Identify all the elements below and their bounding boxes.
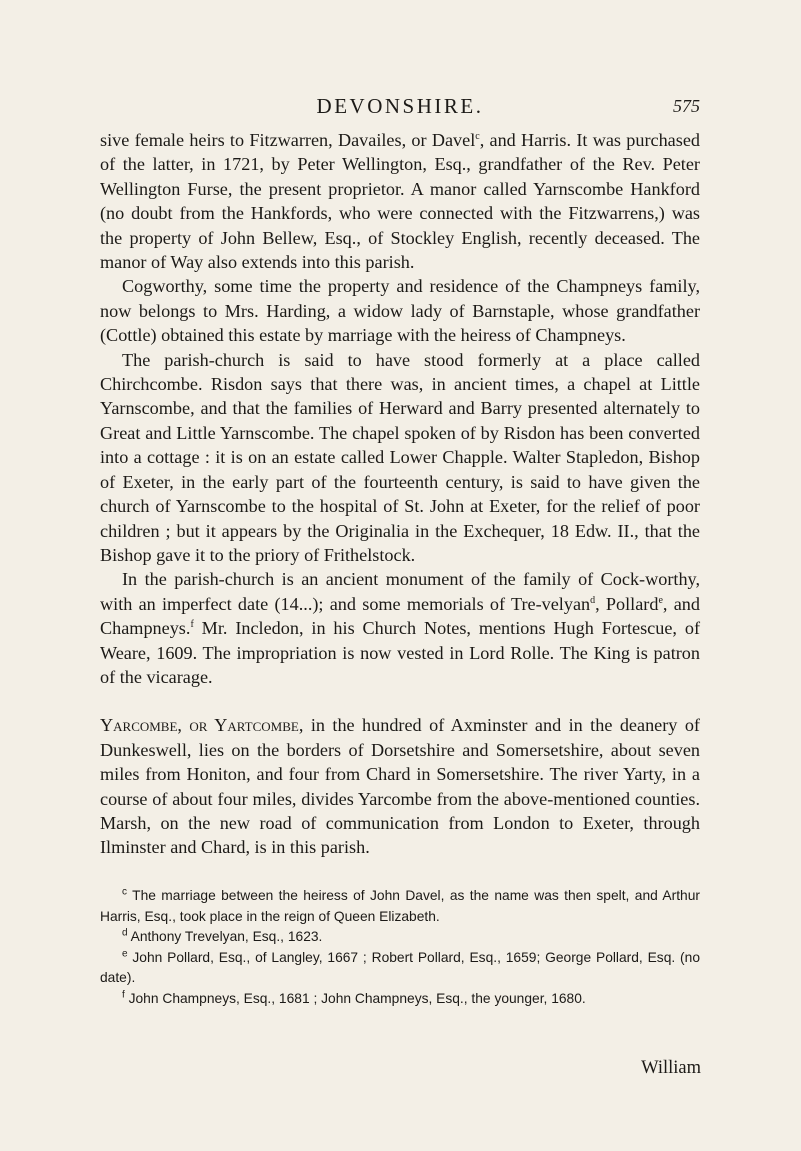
footnotes [100,886,700,1010]
footnote-e: $^e$ John Pollard, Esq., of Langley, 1667 ; Robert Pollard, Esq., 1659; George Pollard, Esq. (no date). [100,948,700,986]
footnote-ref-f: f [190,619,194,631]
running-title: DEVONSHIRE. [316,94,484,118]
paragraph-3: The parish-church is said to have stood formerly at a place called Chirchcombe. Risdon says that there was, in ancient times, a chapel at Little Yarnscombe, and that the families of Herward and Barry presented alternately to Great and Little Yarnscombe. The chapel spoken of by Risdon has been converted into a cottage : it is on an estate called Lower Chapple. Walter Stapledon, Bishop of Exeter, in the early part of the fourteenth century, is said to have given the church of Yarnscombe to the hospital of St. John at Exeter, for the relief of poor children ; but it appears by the Originalia in the Exchequer, 18 Edw. II., that the Bishop gave it to the priory of Frithelstock. [100,349,700,565]
paragraph-1: sive female heirs to Fitzwarren, Davailes, or Davel$^c$, and Harris. It was purchased of the latter, in 1721, by Peter Wellington, Esq., grandfather of the Rev. Peter Wellington Furse, the present proprietor. A manor called Yarnscombe Hankford (no doubt from the Hankfords, who were connected with the Fitzwarrens,) was the property of John Bellew, Esq., of Stockley English, recently deceased. The manor of Way also extends into this parish. [100,130,700,273]
paragraph-5: Yarcombe, or Yartcombe, in the hundred of Axminster and in the deanery of Dunkeswell, lies on the borders of Dorsetshire and Somersetshire, about seven miles from Honiton, and four from Chard in Somersetshire. The river Yarty, in a course of about four miles, divides Yarcombe from the above-mentioned counties. Marsh, on the new road of communication from London to Exeter, through Ilminster and Chard, is in this parish. [100,715,700,858]
footnote-d: $^d$ Anthony Trevelyan, Esq., 1623. [122,927,323,945]
body-text [100,128,700,860]
running-head [100,94,700,118]
footnote-ref-c: c [475,130,480,142]
footnote-c: $^c$ The marriage between the heiress of John Davel, as the name was then spelt, and Arthur Harris, Esq., took place in the reign of Queen Elizabeth. [100,886,700,924]
paragraph-2: Cogworthy, some time the property and residence of the Champneys family, now belongs to Mrs. Harding, a widow lady of Barnstaple, whose grandfather (Cottle) obtained this estate by marriage with the heiress of Champneys. [100,276,700,346]
section-heading-yarcombe: Yarcombe, or Yartcombe, [100,715,304,736]
catchword: William [641,1058,701,1078]
page-number: 575 [673,96,700,116]
footnote-ref-d: d [590,594,596,606]
footnote-ref-e: e [658,594,663,606]
paragraph-4: In the parish-church is an ancient monument of the family of Cock-worthy, with an imperfect date (14...); and some memorials of Tre-velyan$^d$, Pollard$^e$, and Champneys.$^f$ Mr. Incledon, in his Church Notes, mentions Hugh Fortescue, of Weare, 1609. The impropriation is now vested in Lord Rolle. The King is patron of the vicarage. [100,569,700,687]
footnote-f: $^f$ John Champneys, Esq., 1681 ; John Champneys, Esq., the younger, 1680. [122,989,586,1006]
